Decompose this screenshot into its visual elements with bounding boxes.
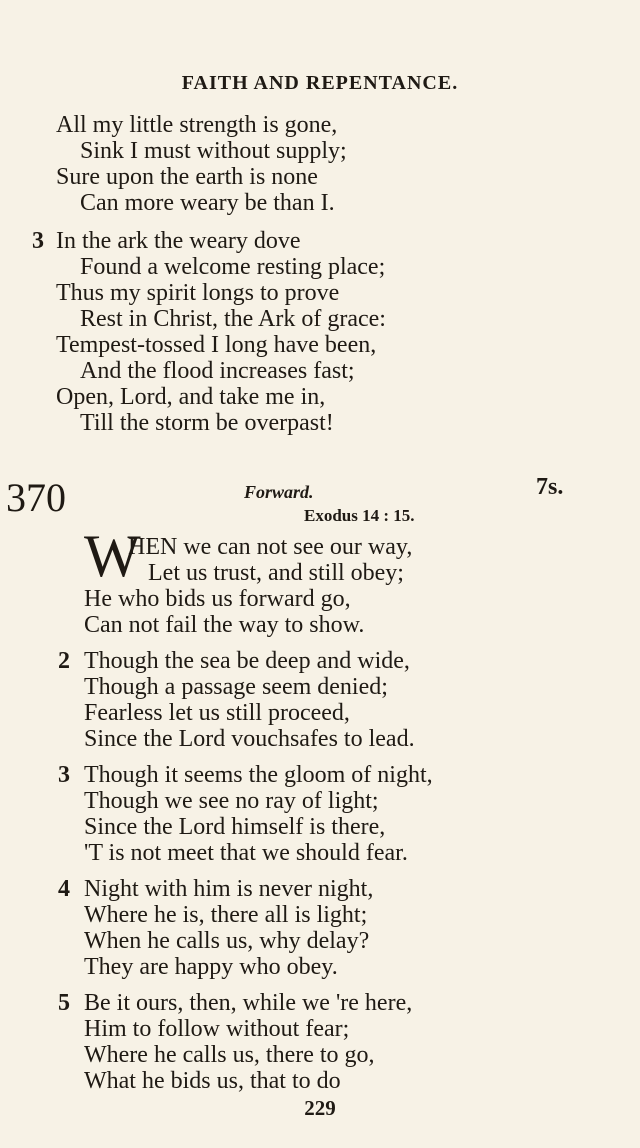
- prev-s3-line-4: Rest in Christ, the Ark of grace:: [80, 306, 386, 332]
- s5-line-4: What he bids us, that to do: [84, 1068, 341, 1094]
- s4-line-2: Where he is, there all is light;: [84, 902, 368, 928]
- prev-line-4: Can more weary be than I.: [80, 190, 335, 216]
- s4-line-4: They are happy who obey.: [84, 954, 338, 980]
- scripture-reference: Exodus 14 : 15.: [304, 506, 415, 525]
- prev-stanza-3-number: 3: [32, 228, 44, 254]
- prev-s3-line-5: Tempest-tossed I long have been,: [56, 332, 377, 358]
- page-header: FAITH AND REPENTANCE.: [181, 72, 459, 94]
- hymn-title: Forward.: [244, 482, 314, 502]
- prev-s3-line-6: And the flood increases fast;: [80, 358, 355, 384]
- hymn-meter: 7s.: [536, 474, 564, 500]
- s2-line-4: Since the Lord vouchsafes to lead.: [84, 726, 415, 752]
- s2-line-2: Though a passage seem denied;: [84, 674, 388, 700]
- s5-line-3: Where he calls us, there to go,: [84, 1042, 375, 1068]
- s1-line-2: Let us trust, and still obey;: [148, 560, 404, 586]
- s3-line-4: 'T is not meet that we should fear.: [84, 840, 408, 866]
- s1-line-3: He who bids us forward go,: [84, 586, 351, 612]
- prev-line-2: Sink I must without supply;: [80, 138, 347, 164]
- stanza-3-number: 3: [58, 762, 70, 788]
- s2-line-1: Though the sea be deep and wide,: [84, 648, 410, 674]
- s5-line-1: Be it ours, then, while we 're here,: [84, 990, 413, 1016]
- s2-line-3: Fearless let us still proceed,: [84, 700, 350, 726]
- s1-line-1: HEN we can not see our way,: [128, 534, 413, 560]
- prev-line-3: Sure upon the earth is none: [56, 164, 318, 190]
- prev-line-1: All my little strength is gone,: [56, 112, 338, 138]
- s5-line-2: Him to follow without fear;: [84, 1016, 350, 1042]
- hymn-number: 370: [6, 475, 66, 520]
- s4-line-3: When he calls us, why delay?: [84, 928, 370, 954]
- prev-s3-line-3: Thus my spirit longs to prove: [56, 280, 340, 306]
- s1-line-4: Can not fail the way to show.: [84, 612, 365, 638]
- stanza-5-number: 5: [58, 990, 70, 1016]
- prev-s3-line-7: Open, Lord, and take me in,: [56, 384, 326, 410]
- prev-s3-line-2: Found a welcome resting place;: [80, 254, 386, 280]
- s3-line-3: Since the Lord himself is there,: [84, 814, 386, 840]
- stanza-4-number: 4: [58, 876, 70, 902]
- s3-line-1: Though it seems the gloom of night,: [84, 762, 433, 788]
- page-number: 229: [304, 1096, 336, 1120]
- drop-cap: W: [84, 523, 141, 589]
- s4-line-1: Night with him is never night,: [84, 876, 374, 902]
- prev-s3-line-8: Till the storm be overpast!: [80, 410, 334, 436]
- stanza-2-number: 2: [58, 648, 70, 674]
- s3-line-2: Though we see no ray of light;: [84, 788, 379, 814]
- prev-s3-line-1: In the ark the weary dove: [56, 228, 301, 254]
